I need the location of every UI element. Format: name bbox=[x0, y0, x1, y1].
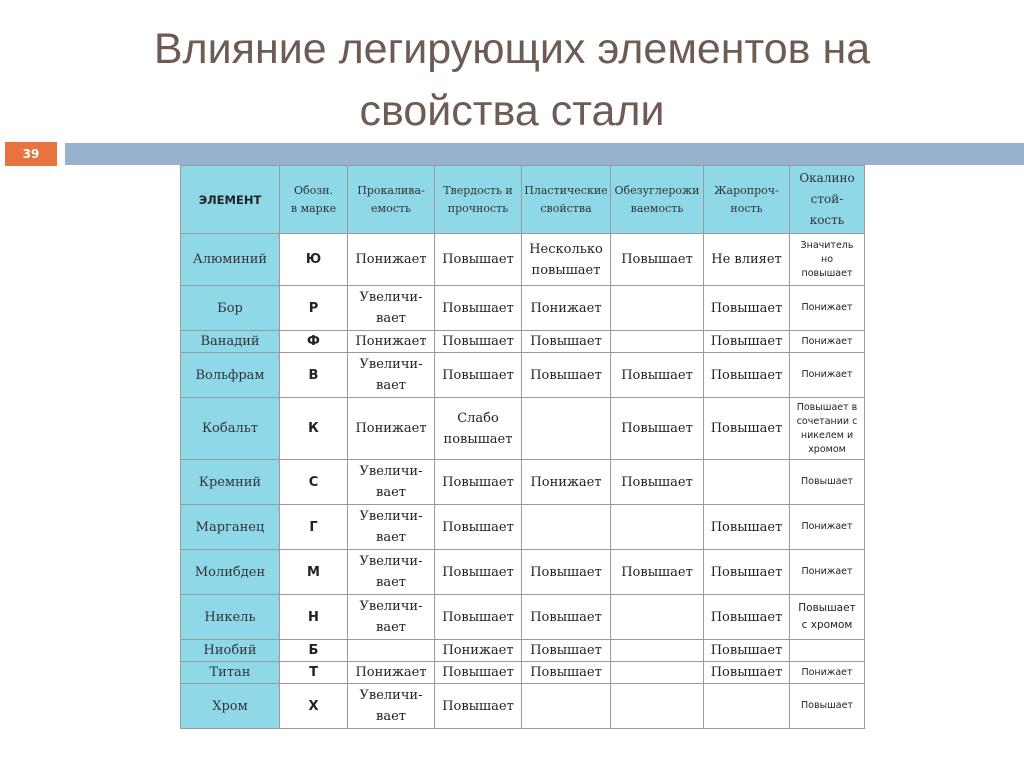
table-cell bbox=[611, 595, 704, 640]
table-cell bbox=[704, 640, 790, 662]
table-cell-line: с хромом bbox=[801, 619, 853, 631]
table-cell-line: сочетании с bbox=[796, 415, 858, 427]
table-cell bbox=[611, 331, 704, 353]
table-cell-line: Вольфрам bbox=[195, 367, 265, 383]
table-cell bbox=[522, 550, 611, 595]
table-cell bbox=[435, 234, 522, 286]
header-cell bbox=[611, 166, 704, 234]
header-cell-line: Обозн. bbox=[293, 183, 334, 197]
table-body bbox=[181, 234, 865, 729]
table-cell-line: Увеличи- bbox=[359, 290, 423, 305]
table-row bbox=[181, 595, 865, 640]
table-cell-line: Повышает bbox=[442, 474, 514, 490]
table-row bbox=[181, 640, 865, 662]
table-cell bbox=[435, 550, 522, 595]
element-code-cell bbox=[280, 505, 348, 550]
table-cell-line: никелем и bbox=[800, 429, 854, 441]
table-cell bbox=[435, 505, 522, 550]
element-name-cell bbox=[181, 640, 280, 662]
table-cell bbox=[790, 662, 865, 684]
table-cell-line: Понижает bbox=[801, 302, 853, 313]
table-cell bbox=[348, 550, 435, 595]
header-cell bbox=[522, 166, 611, 234]
slide-number-badge bbox=[5, 142, 57, 166]
table-cell-line: Повышает bbox=[710, 665, 783, 680]
table-cell-line: Повышает bbox=[621, 564, 693, 580]
table-cell-line: Повышает bbox=[442, 367, 514, 383]
table-cell-line: Повышает bbox=[798, 602, 856, 614]
table-cell bbox=[611, 234, 704, 286]
table-cell bbox=[611, 353, 704, 398]
table-cell-line: вает bbox=[376, 311, 406, 326]
table-cell bbox=[704, 595, 790, 640]
table-cell bbox=[704, 353, 790, 398]
table-cell-line: Понижает bbox=[530, 300, 602, 316]
table-cell-line: Повышает bbox=[710, 519, 783, 535]
table-cell-line: Не влияет bbox=[711, 252, 782, 267]
table-cell bbox=[704, 662, 790, 684]
table-header bbox=[181, 166, 865, 234]
table-cell-line: Понижает bbox=[355, 334, 427, 349]
header-cell bbox=[181, 166, 280, 234]
table-row bbox=[181, 331, 865, 353]
table-cell-line: Понижает bbox=[355, 421, 427, 436]
table-cell-line: Кобальт bbox=[202, 421, 258, 436]
table-cell-line: Значитель bbox=[800, 239, 854, 251]
table-cell bbox=[348, 595, 435, 640]
table-cell-line: Повышает bbox=[442, 609, 514, 625]
table-cell bbox=[611, 640, 704, 662]
table-cell bbox=[435, 398, 522, 460]
header-cell-line: ЭЛЕМЕНТ bbox=[198, 192, 262, 207]
table-cell-line: Повышает bbox=[442, 564, 514, 580]
table-cell bbox=[790, 505, 865, 550]
header-cell-line: Обезуглерожи bbox=[614, 183, 700, 197]
element-code-cell bbox=[280, 595, 348, 640]
table-cell-line: Повышает bbox=[710, 564, 783, 580]
table-cell-line: Увеличи- bbox=[359, 509, 423, 524]
table-cell bbox=[435, 640, 522, 662]
table-row bbox=[181, 234, 865, 286]
table-cell-line: Р bbox=[308, 300, 319, 316]
table-cell-line: Кремний bbox=[198, 474, 262, 490]
header-cell-line: ваемость bbox=[630, 201, 684, 215]
table-cell-line: Несколько bbox=[529, 241, 603, 257]
table-cell bbox=[522, 684, 611, 729]
header-cell bbox=[790, 166, 865, 234]
element-name-cell bbox=[181, 234, 280, 286]
table-cell-line: Повышает в bbox=[796, 401, 858, 413]
table-cell-line: Т bbox=[309, 665, 318, 680]
element-name-cell bbox=[181, 684, 280, 729]
table-cell-line: Понижает bbox=[801, 369, 853, 380]
table-cell bbox=[704, 398, 790, 460]
table-cell bbox=[704, 550, 790, 595]
header-cell-line: стой- bbox=[810, 192, 844, 206]
table-cell bbox=[790, 331, 865, 353]
header-cell-line: ность bbox=[730, 201, 763, 215]
table-cell-line: Ванадий bbox=[200, 334, 260, 349]
table-cell-line: Повышает bbox=[442, 300, 514, 316]
table-cell bbox=[790, 640, 865, 662]
table-row bbox=[181, 505, 865, 550]
table-cell bbox=[704, 684, 790, 729]
table-cell bbox=[611, 398, 704, 460]
table-cell-line: Ф bbox=[307, 334, 320, 349]
element-code-cell bbox=[280, 353, 348, 398]
table-cell-line: Повышает bbox=[621, 367, 693, 383]
table-cell bbox=[522, 640, 611, 662]
table-cell-line: Н bbox=[308, 609, 319, 625]
table-row bbox=[181, 398, 865, 460]
element-code-cell bbox=[280, 234, 348, 286]
table-cell-line: повышает bbox=[443, 431, 513, 447]
header-cell-line: кость bbox=[809, 213, 845, 227]
table-cell bbox=[704, 505, 790, 550]
table-cell-line: Увеличи- bbox=[359, 688, 423, 703]
table-cell-line: Повышает bbox=[442, 698, 514, 714]
table-cell-line: Увеличи- bbox=[359, 554, 423, 569]
table-cell-line: Понижает bbox=[530, 474, 602, 490]
table-cell-line: вает bbox=[376, 378, 406, 393]
element-code-cell bbox=[280, 662, 348, 684]
table-cell bbox=[348, 234, 435, 286]
table-row bbox=[181, 460, 865, 505]
element-code-cell bbox=[280, 460, 348, 505]
table-image bbox=[180, 165, 864, 724]
table-cell bbox=[611, 286, 704, 331]
table-cell-line: Повышает bbox=[621, 252, 693, 267]
table-cell-line: Понижает bbox=[801, 521, 853, 532]
table-cell bbox=[611, 460, 704, 505]
table-cell-line: Бор bbox=[217, 300, 243, 316]
table-cell-line: Алюминий bbox=[192, 252, 268, 267]
header-cell bbox=[435, 166, 522, 234]
table-cell-line: вает bbox=[376, 530, 406, 545]
alloy-table bbox=[180, 165, 865, 729]
header-cell-line: прочность bbox=[447, 201, 509, 215]
table-cell-line: Х bbox=[308, 698, 319, 714]
header-cell-line: Прокалива- bbox=[357, 183, 425, 197]
table-cell-line: Повышает bbox=[530, 643, 602, 658]
table-cell-line: М bbox=[307, 564, 320, 580]
table-row bbox=[181, 662, 865, 684]
table-cell bbox=[522, 505, 611, 550]
table-cell-line: Увеличи- bbox=[359, 357, 423, 372]
table-cell-line: вает bbox=[376, 620, 406, 635]
table-cell-line: повышает bbox=[531, 262, 601, 278]
table-cell-line: Повышает bbox=[442, 665, 514, 680]
table-cell bbox=[435, 460, 522, 505]
table-cell bbox=[790, 398, 865, 460]
table-cell-line: вает bbox=[376, 485, 406, 500]
header-cell-line: емость bbox=[371, 201, 411, 215]
table-cell-line: Повышает bbox=[442, 252, 514, 267]
table-cell bbox=[435, 353, 522, 398]
table-cell-line: Повышает bbox=[442, 519, 514, 535]
table-cell-line: Хром bbox=[212, 698, 248, 714]
table-cell bbox=[435, 331, 522, 353]
table-cell-line: Понижает bbox=[442, 643, 514, 658]
table-cell-line: В bbox=[308, 367, 319, 383]
table-cell bbox=[790, 353, 865, 398]
table-cell bbox=[435, 286, 522, 331]
table-cell bbox=[348, 331, 435, 353]
table-cell bbox=[348, 353, 435, 398]
table-cell bbox=[790, 234, 865, 286]
table-cell-line: Повышает bbox=[530, 334, 602, 349]
table-cell-line: Молибден bbox=[194, 564, 266, 580]
table-cell-line: Никель bbox=[204, 609, 256, 625]
table-cell-line: Повышает bbox=[710, 367, 783, 383]
table-cell-line: Увеличи- bbox=[359, 599, 423, 614]
table-cell bbox=[790, 286, 865, 331]
slide-title bbox=[60, 18, 964, 142]
table-cell-line: Понижает bbox=[355, 252, 427, 267]
table-cell-line: Повышает bbox=[801, 476, 853, 487]
table-cell bbox=[611, 505, 704, 550]
table-cell-line: Повышает bbox=[530, 367, 602, 383]
table-cell bbox=[348, 286, 435, 331]
table-cell bbox=[790, 595, 865, 640]
table-cell bbox=[348, 640, 435, 662]
table-cell-line: Повышает bbox=[530, 609, 602, 625]
table-cell bbox=[611, 550, 704, 595]
table-cell-line: Повышает bbox=[530, 665, 602, 680]
table-cell-line: Понижает bbox=[801, 566, 853, 577]
table-cell bbox=[790, 550, 865, 595]
table-cell bbox=[790, 684, 865, 729]
table-cell-line: Понижает bbox=[801, 666, 853, 678]
table-cell-line: К bbox=[308, 421, 319, 436]
table-cell bbox=[522, 398, 611, 460]
table-cell-line: Г bbox=[309, 519, 318, 535]
table-cell-line: Увеличи- bbox=[359, 464, 423, 479]
table-cell bbox=[704, 331, 790, 353]
table-cell bbox=[348, 460, 435, 505]
element-code-cell bbox=[280, 398, 348, 460]
table-cell bbox=[348, 398, 435, 460]
table-cell-line: Повышает bbox=[530, 564, 602, 580]
element-name-cell bbox=[181, 353, 280, 398]
table-cell-line: Марганец bbox=[195, 519, 265, 535]
table-cell-line: Повышает bbox=[621, 421, 693, 436]
element-name-cell bbox=[181, 550, 280, 595]
element-name-cell bbox=[181, 595, 280, 640]
table-cell bbox=[348, 662, 435, 684]
slide-title-line-2: свойства стали bbox=[359, 87, 665, 135]
table-cell bbox=[522, 234, 611, 286]
header-row bbox=[181, 166, 865, 234]
slide-title-line-1: Влияние легирующих элементов на bbox=[153, 25, 871, 73]
table-cell-line: Ниобий bbox=[203, 643, 257, 658]
table-cell bbox=[704, 460, 790, 505]
table-row bbox=[181, 353, 865, 398]
element-name-cell bbox=[181, 662, 280, 684]
element-code-cell bbox=[280, 550, 348, 595]
element-name-cell bbox=[181, 286, 280, 331]
table-cell-line: Понижает bbox=[355, 665, 427, 680]
accent-bar bbox=[65, 143, 1024, 165]
table-cell-line: Повышает bbox=[801, 700, 853, 711]
table-cell-line: хромом bbox=[808, 443, 846, 455]
table-cell bbox=[522, 460, 611, 505]
table-cell bbox=[611, 684, 704, 729]
table-cell bbox=[435, 662, 522, 684]
table-cell bbox=[611, 662, 704, 684]
table-cell-line: Титан bbox=[209, 665, 251, 680]
element-code-cell bbox=[280, 286, 348, 331]
table-cell bbox=[790, 460, 865, 505]
header-cell bbox=[348, 166, 435, 234]
table-cell-line: Повышает bbox=[710, 300, 783, 316]
table-cell bbox=[522, 331, 611, 353]
element-name-cell bbox=[181, 505, 280, 550]
table-cell bbox=[348, 505, 435, 550]
table-cell-line: Ю bbox=[305, 252, 322, 267]
table-cell bbox=[348, 684, 435, 729]
element-name-cell bbox=[181, 398, 280, 460]
table-cell-line: Повышает bbox=[621, 474, 693, 490]
element-code-cell bbox=[280, 331, 348, 353]
header-cell-line: в марке bbox=[290, 201, 337, 215]
table-cell-line: Повышает bbox=[710, 609, 783, 625]
table-cell-line: Слабо bbox=[457, 410, 499, 426]
table-cell-line: Повышает bbox=[710, 334, 783, 349]
table-cell-line: Понижает bbox=[801, 335, 853, 347]
header-cell bbox=[280, 166, 348, 234]
table-cell-line: вает bbox=[376, 709, 406, 724]
slide-number: 39 bbox=[22, 147, 40, 161]
table-cell bbox=[704, 286, 790, 331]
table-cell-line: вает bbox=[376, 575, 406, 590]
header-cell bbox=[704, 166, 790, 234]
element-name-cell bbox=[181, 460, 280, 505]
table-cell bbox=[522, 286, 611, 331]
table-cell-line: повышает bbox=[801, 267, 853, 279]
table-cell bbox=[522, 353, 611, 398]
table-cell-line: Повышает bbox=[710, 421, 783, 436]
table-cell bbox=[522, 595, 611, 640]
table-row bbox=[181, 684, 865, 729]
element-code-cell bbox=[280, 684, 348, 729]
table-cell-line: С bbox=[308, 474, 319, 490]
table-cell-line: но bbox=[820, 253, 834, 265]
table-cell-line: Повышает bbox=[442, 334, 514, 349]
table-row bbox=[181, 286, 865, 331]
table-cell bbox=[435, 595, 522, 640]
table-row bbox=[181, 550, 865, 595]
element-name-cell bbox=[181, 331, 280, 353]
header-cell-line: Жаропроч- bbox=[714, 183, 779, 197]
header-cell-line: свойства bbox=[540, 201, 592, 215]
table-cell-line: Б bbox=[308, 643, 319, 658]
element-code-cell bbox=[280, 640, 348, 662]
table-cell-line: Повышает bbox=[710, 643, 783, 658]
table-cell bbox=[522, 662, 611, 684]
header-cell-line: Пластические bbox=[524, 183, 608, 197]
table-cell bbox=[435, 684, 522, 729]
table-cell bbox=[704, 234, 790, 286]
header-cell-line: Окалино bbox=[799, 171, 855, 185]
header-cell-line: Твердость и bbox=[443, 183, 513, 197]
